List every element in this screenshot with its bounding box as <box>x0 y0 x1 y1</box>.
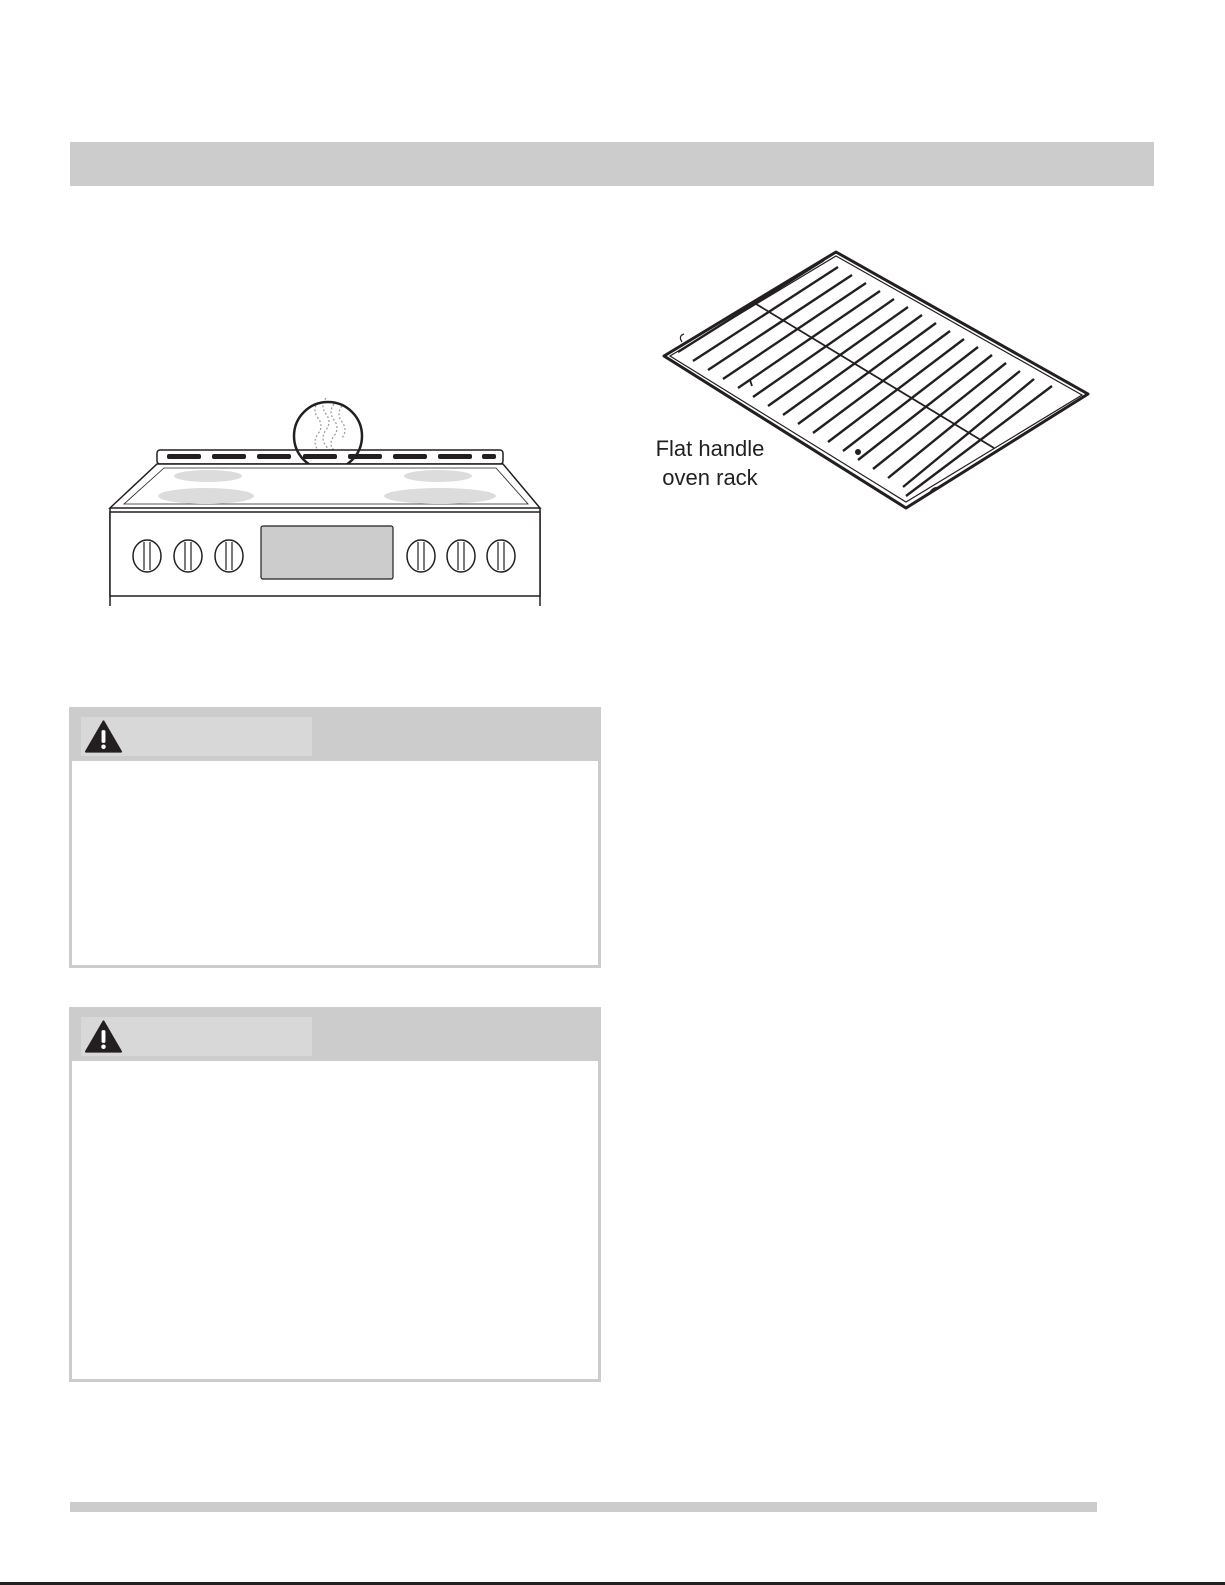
range-cooktop-illustration <box>100 396 558 618</box>
callout-line-2: oven rack <box>662 465 758 490</box>
section-header-bar <box>70 142 1154 186</box>
page-footer-bar <box>70 1502 1097 1512</box>
warning-triangle-icon <box>84 1019 123 1055</box>
warning-triangle-icon <box>84 719 123 755</box>
oven-rack-callout <box>630 434 790 492</box>
callout-line-1: Flat handle <box>655 436 765 461</box>
warning-box-1 <box>69 707 601 968</box>
warning-box-2 <box>69 1007 601 1382</box>
warning-header <box>72 1010 598 1061</box>
warning-header <box>72 710 598 761</box>
